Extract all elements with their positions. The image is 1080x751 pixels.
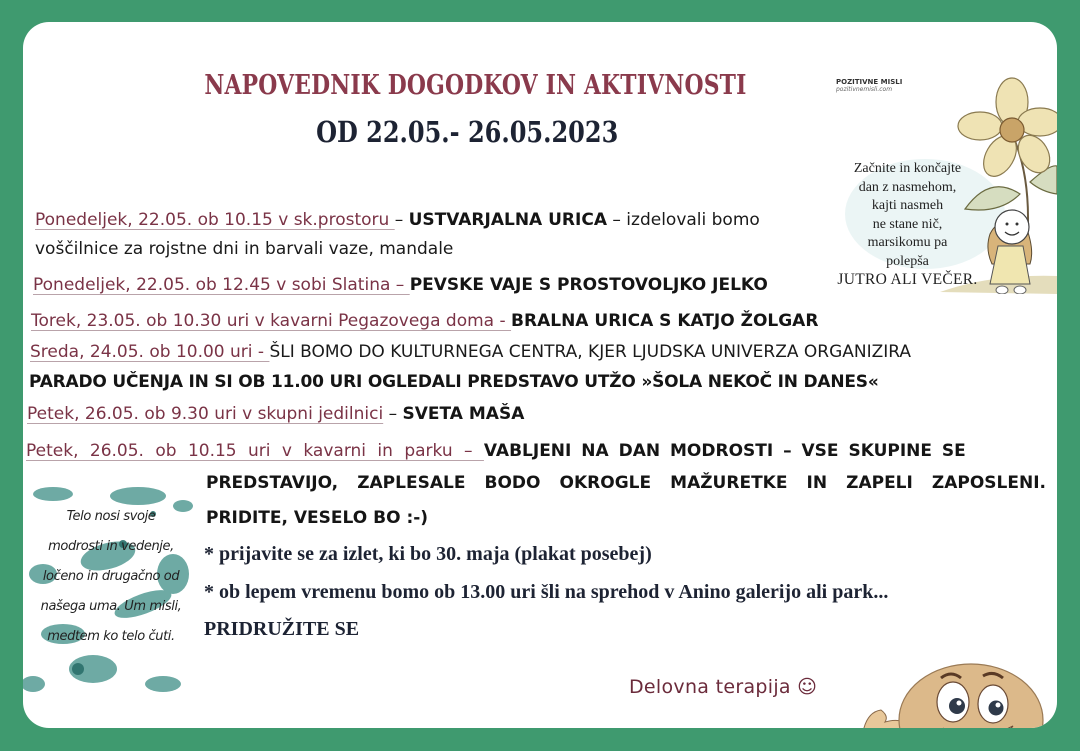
- date-range: OD 22.05.- 26.05.2023: [316, 115, 619, 149]
- event-sep: –: [394, 210, 409, 230]
- signature-occupational-therapy: Delovna terapija ☺: [629, 676, 818, 698]
- event-when: Torek, 23.05. ob 10.30 uri v kavarni Pegazovega doma -: [31, 311, 512, 331]
- event-monday-1: [35, 210, 760, 230]
- event-desc: – izdelovali bomo: [606, 210, 760, 230]
- note-trip: * prijavite se za izlet, ki bo 30. maja (plakat posebej): [204, 543, 652, 565]
- event-friday-2: [26, 441, 966, 461]
- event-when: Petek, 26.05. ob 10.15 uri v kavarni in parku –: [26, 441, 484, 461]
- quote-text: Začnite in končajte dan z nasmehom, kajti nasmeh ne stane nič, marsikomu pa polepša JUTRO ALI VEČER.: [837, 161, 978, 288]
- brand-label: POZITIVNE MISLI pozitivnemisli.com: [836, 78, 903, 93]
- note-walk: * ob lepem vremenu bomo ob 13.00 uri šli na sprehod v Anino galerijo ali park...: [204, 581, 889, 603]
- event-tuesday: [31, 311, 818, 331]
- event-wednesday: [30, 342, 911, 362]
- quote-card-smile: [830, 64, 1057, 294]
- quote-card-body-wisdom: [23, 484, 195, 696]
- event-title: USTVARJALNA URICA: [408, 210, 607, 230]
- event-sep: –: [383, 404, 403, 424]
- event-title: BRALNA URICA S KATJO ŽOLGAR: [511, 311, 819, 331]
- event-when: Ponedeljek, 22.05. ob 10.15 v sk.prostoru: [35, 210, 395, 230]
- event-friday-2-desc: PREDSTAVIJO, ZAPLESALE BODO OKROGLE MAŽURETKE IN ZAPELI ZAPOSLENI.: [206, 473, 1046, 493]
- event-title: SVETA MAŠA: [402, 404, 525, 424]
- event-when: Ponedeljek, 22.05. ob 12.45 v sobi Slatina –: [33, 275, 410, 295]
- event-monday-1-desc: voščilnice za rojstne dni in barvali vaze, mandale: [35, 239, 454, 259]
- smiley-mascot-icon: [853, 642, 1057, 728]
- event-when: Petek, 26.05. ob 9.30 uri v skupni jedilnici: [27, 404, 384, 424]
- event-friday-2-invite: PRIDITE, VESELO BO :-): [206, 508, 429, 528]
- body-wisdom-quote: Telo nosi svoje modrosti in vedenje, ločeno in drugačno od našega uma. Um misli, medtem ko telo čuti.: [40, 509, 182, 644]
- note-join: PRIDRUŽITE SE: [204, 618, 360, 640]
- poster-title: NAPOVEDNIK DOGODKOV IN AKTIVNOSTI: [204, 70, 747, 101]
- event-wednesday-desc: PARADO UČENJA IN SI OB 11.00 URI OGLEDALI PREDSTAVO UTŽO »ŠOLA NEKOČ IN DANES«: [29, 372, 879, 392]
- event-friday-1: [27, 404, 524, 424]
- event-when: Sreda, 24.05. ob 10.00 uri -: [30, 342, 270, 362]
- event-desc: ŠLI BOMO DO KULTURNEGA CENTRA, KJER LJUDSKA UNIVERZA ORGANIZIRA: [269, 342, 912, 362]
- event-title: VABLJENI NA DAN MODROSTI – VSE SKUPINE SE: [483, 441, 966, 461]
- event-title: PEVSKE VAJE S PROSTOVOLJKO JELKO: [409, 275, 768, 295]
- event-monday-2: [33, 275, 768, 295]
- poster-panel: [23, 22, 1057, 728]
